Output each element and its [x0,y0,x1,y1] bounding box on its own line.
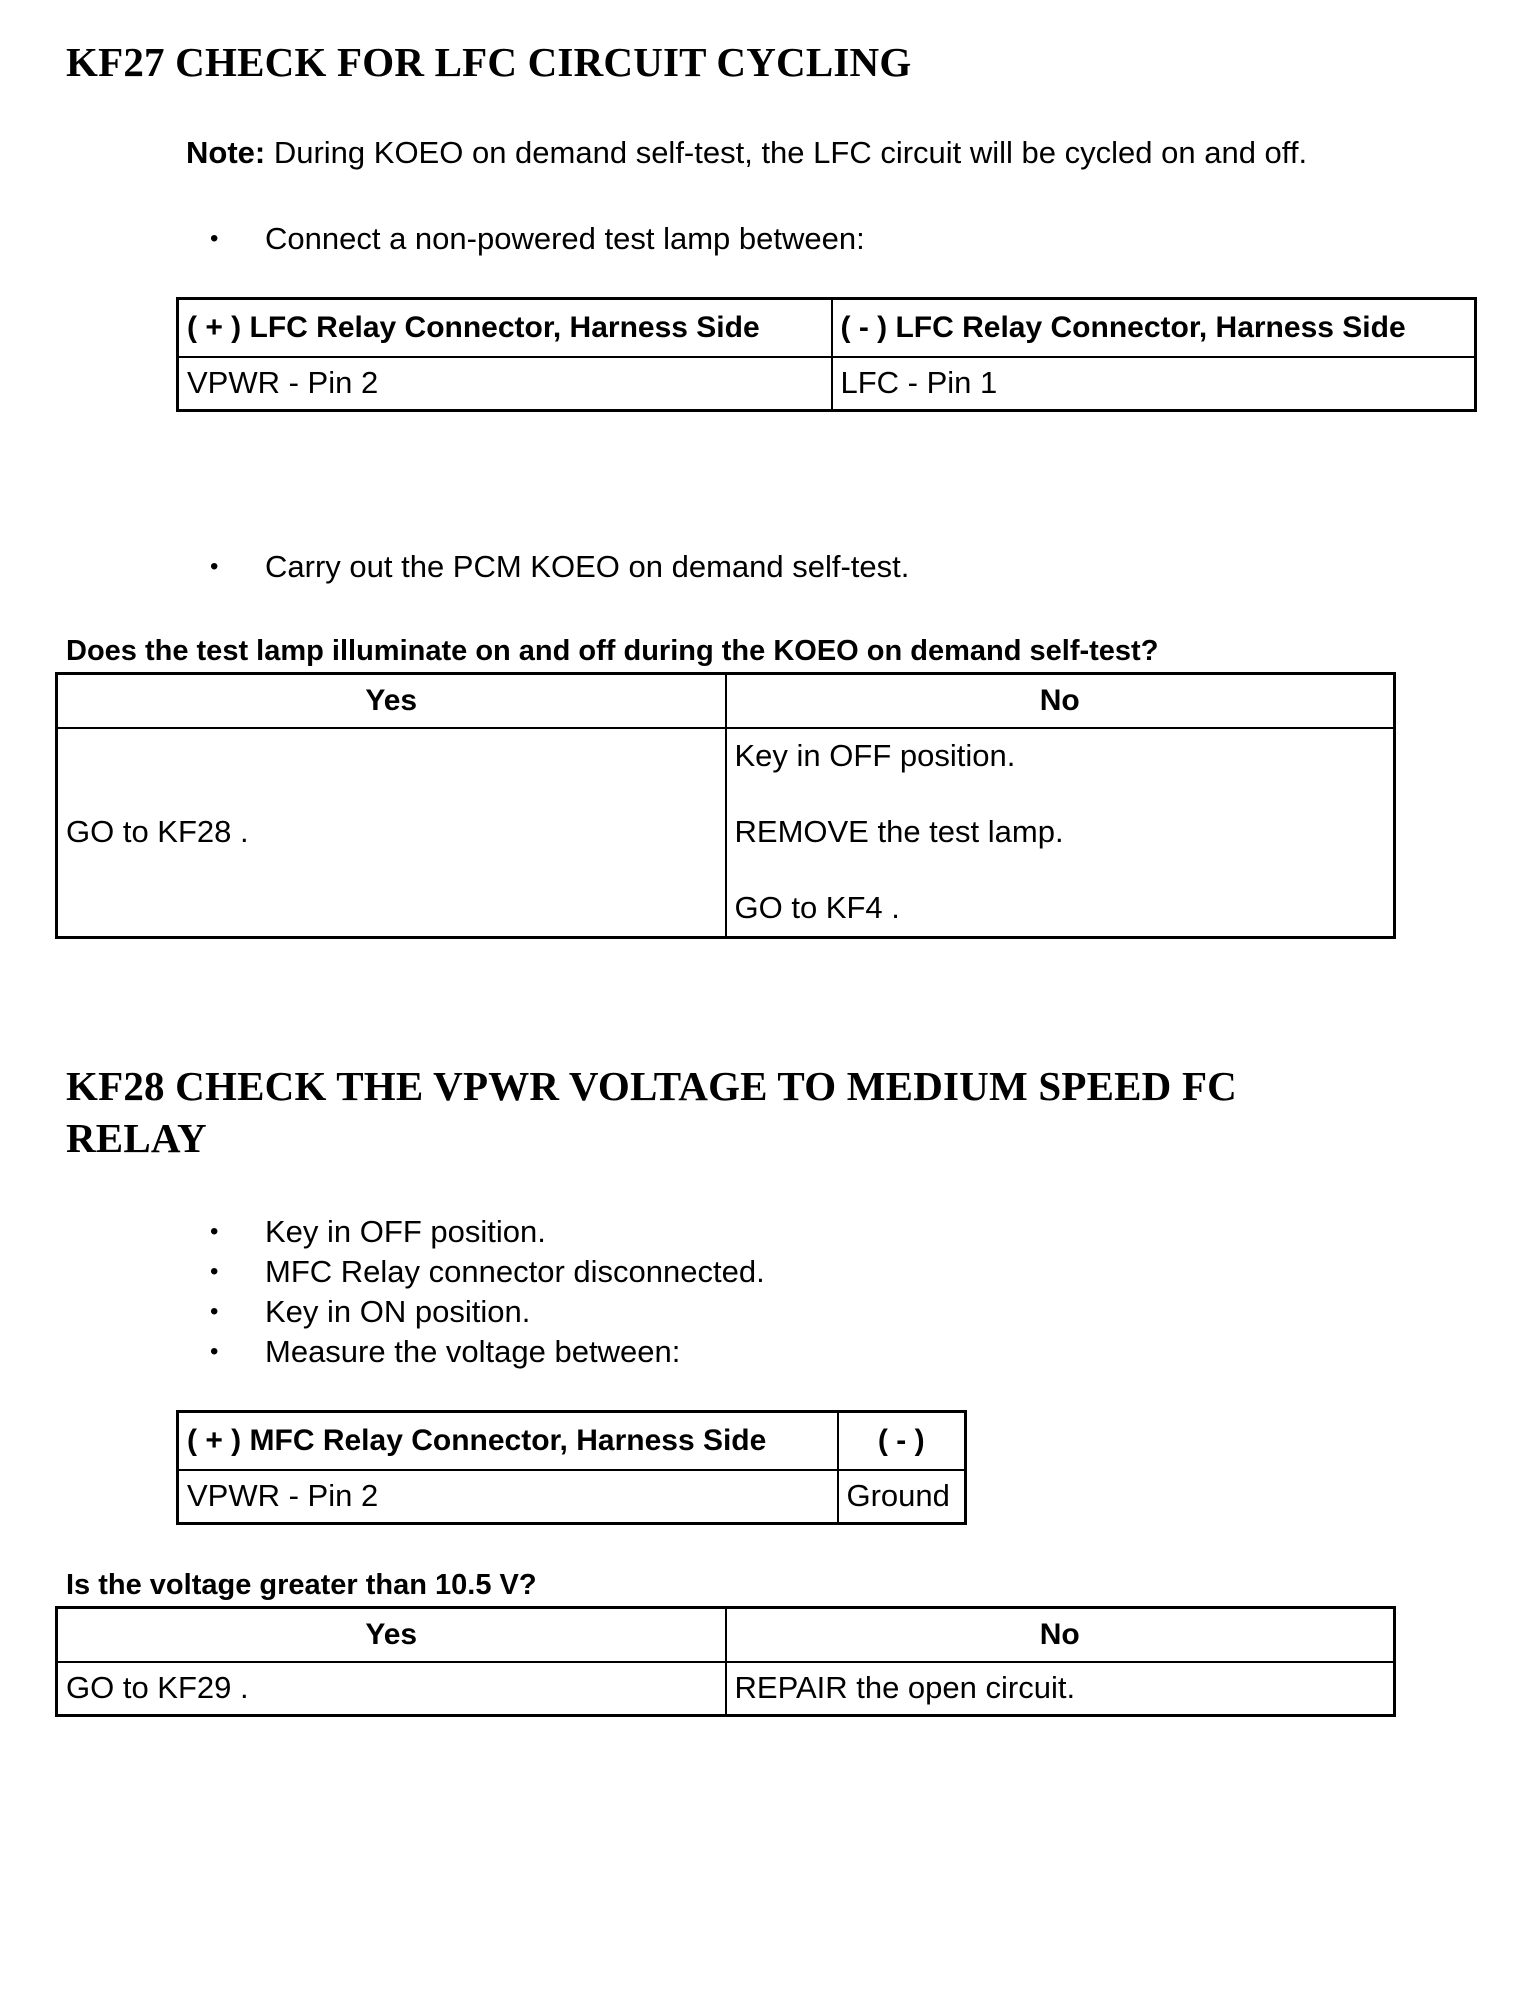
kf28-question: Is the voltage greater than 10.5 V? [66,1569,537,1601]
bullet-icon: • [210,225,219,252]
bullet-icon: • [210,1258,219,1285]
no-header: No [726,1608,1395,1662]
connector-cell-positive: VPWR - Pin 2 [178,357,832,411]
yes-header: Yes [57,1608,726,1662]
kf27-answer-table [55,672,1396,939]
bullet-icon: • [210,553,219,580]
note-text: During KOEO on demand self-test, the LFC circuit will be cycled on and off. [265,135,1308,170]
kf27-heading: KF27 CHECK FOR LFC CIRCUIT CYCLING [66,39,912,85]
bullet-text: Measure the voltage between: [265,1334,681,1369]
bullet-text: Key in ON position. [265,1294,531,1329]
no-header: No [726,674,1395,728]
kf28-bullet-4 [210,1333,681,1371]
bullet-text: Carry out the PCM KOEO on demand self-test. [265,549,910,584]
kf28-heading-line1: KF28 CHECK THE VPWR VOLTAGE TO MEDIUM SPEED FC [66,1063,1237,1109]
kf28-answer-table [55,1606,1396,1717]
kf27-connector-table [176,297,1477,412]
kf28-bullet-1 [210,1213,546,1251]
kf27-question: Does the test lamp illuminate on and off during the KOEO on demand self-test? [66,635,1159,667]
kf28-connector-table [176,1410,967,1525]
kf27-note [186,134,1307,172]
yes-header: Yes [57,674,726,728]
mfc-connector-header-negative: ( - ) [838,1412,966,1470]
kf28-bullet-2 [210,1253,765,1291]
bullet-text: MFC Relay connector disconnected. [265,1254,765,1289]
connector-cell-negative: LFC - Pin 1 [832,357,1476,411]
connector-header-negative: ( - ) LFC Relay Connector, Harness Side [832,299,1476,357]
bullet-icon: • [210,1338,219,1365]
mfc-connector-cell-positive: VPWR - Pin 2 [178,1470,838,1524]
no-action-3: GO to KF4 . [734,890,900,926]
bullet-text: Connect a non-powered test lamp between: [265,221,865,256]
yes-action-cell: GO to KF29 . [57,1662,726,1716]
no-action-1: Key in OFF position. [734,738,1016,774]
connector-header-positive: ( + ) LFC Relay Connector, Harness Side [178,299,832,357]
bullet-icon: • [210,1218,219,1245]
no-action-2: REMOVE the test lamp. [734,814,1064,850]
yes-action-cell: GO to KF28 . [57,728,726,938]
kf28-heading-line2: RELAY [66,1115,207,1161]
kf28-bullet-3 [210,1293,531,1331]
mfc-connector-cell-negative: Ground [838,1470,966,1524]
no-action-cell: REPAIR the open circuit. [726,1662,1395,1716]
note-label: Note: [186,135,266,170]
kf27-bullet-1 [210,220,865,258]
no-actions-cell [726,728,1395,938]
bullet-icon: • [210,1298,219,1325]
bullet-text: Key in OFF position. [265,1214,546,1249]
mfc-connector-header-positive: ( + ) MFC Relay Connector, Harness Side [178,1412,838,1470]
kf28-heading [66,1060,1237,1164]
kf27-bullet-2 [210,548,910,586]
